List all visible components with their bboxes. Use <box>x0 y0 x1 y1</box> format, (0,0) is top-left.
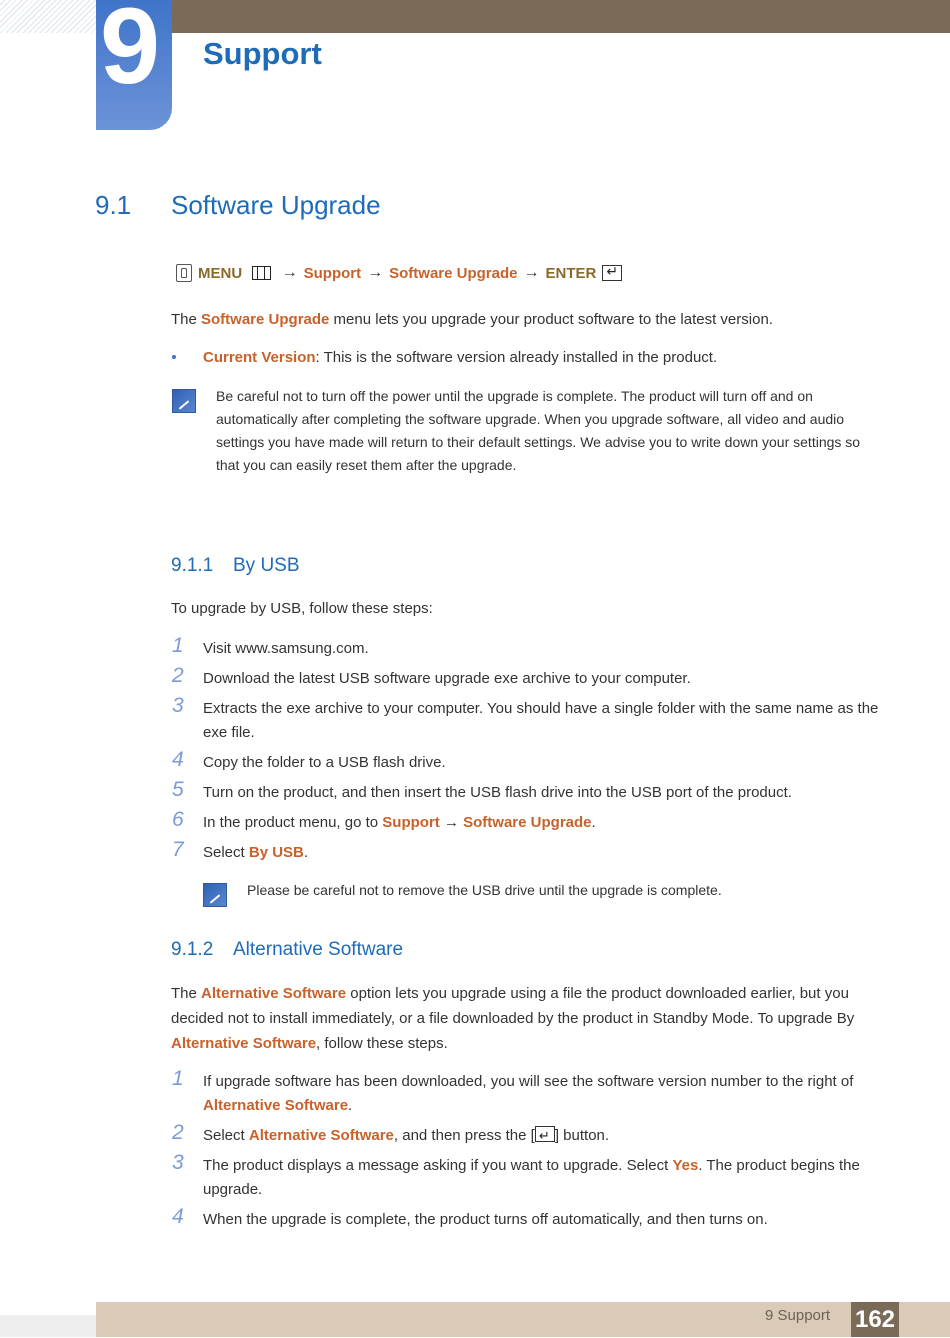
menu-path <box>176 264 622 282</box>
chapter-title: Support <box>203 36 322 71</box>
enter-icon <box>535 1126 555 1142</box>
alt-intro <box>171 981 883 1056</box>
intro-text: The <box>171 985 202 1002</box>
step-text: . <box>303 844 309 861</box>
step-highlight: Alternative Software <box>203 1097 349 1114</box>
bullet-text: : This is the software version already installed in the product. <box>315 349 718 366</box>
subsection-number: 9.1.1 <box>171 555 214 576</box>
note-text: Be careful not to turn off the power until the upgrade is complete. The product will turn off and on automatically after completing the software upgrade. When you upgrade software, all video and audio settings you have made will return to their default settings. We advise you to write down your settings so that you can easily reset them after the upgrade. <box>216 388 861 473</box>
step-number: 6 <box>172 808 184 831</box>
step-number: 2 <box>172 664 184 687</box>
section-intro <box>171 307 891 332</box>
step-text: ] button. <box>554 1127 610 1144</box>
subsection-title: Alternative Software <box>233 939 404 960</box>
top-bar <box>96 0 950 33</box>
step-highlight: Alternative Software <box>248 1127 394 1144</box>
step-text: . The product begins the upgrade. <box>203 1157 860 1198</box>
step-highlight: Software Upgrade <box>463 814 592 831</box>
remote-hand-icon <box>176 264 192 282</box>
usb-note: Please be careful not to remove the USB drive until the upgrade is complete. <box>247 882 722 898</box>
intro-text: option lets you upgrade using a file the product downloaded earlier, but you decided not to install immediately, or a file downloaded by the product in Standby Mode. To upgrade By <box>171 985 855 1027</box>
arrow-icon: → <box>443 814 459 831</box>
intro-highlight: Alternative Software <box>201 985 347 1002</box>
menu-label: MENU <box>198 264 243 282</box>
step-text: In the product menu, go to <box>203 814 383 831</box>
step-text: Turn on the product, and then insert the USB flash drive into the USB port of the product. <box>203 784 792 801</box>
list-item <box>172 1151 892 1208</box>
arrow-icon: → <box>523 264 540 281</box>
section-number: 9.1 <box>95 190 132 220</box>
step-number: 2 <box>172 1121 184 1144</box>
list-item <box>172 808 892 841</box>
bullet-dot <box>172 355 176 359</box>
step-text: . <box>591 814 596 831</box>
note-icon <box>172 389 196 413</box>
step-text: Select <box>203 1127 249 1144</box>
step-highlight: Support <box>382 814 440 831</box>
step-text: Visit www.samsung.com. <box>203 640 369 657</box>
intro-text: menu lets you upgrade your product software to the latest version. <box>329 311 773 328</box>
page-number: 162 <box>851 1302 899 1337</box>
note-icon <box>203 883 227 907</box>
bullet-current-version <box>203 345 893 370</box>
subsection-heading <box>171 939 403 961</box>
step-text: . <box>348 1097 353 1114</box>
step-number: 7 <box>172 838 184 861</box>
section-title: Software Upgrade <box>171 190 381 220</box>
bullet-term: Current Version <box>203 349 316 366</box>
arrow-icon: → <box>277 264 298 281</box>
footer-label: 9 Support <box>765 1307 831 1324</box>
step-text: The product displays a message asking if you want to upgrade. Select <box>203 1157 673 1174</box>
list-item <box>172 838 892 871</box>
arrow-icon: → <box>367 264 384 281</box>
intro-highlight: Alternative Software <box>171 1035 317 1052</box>
enter-icon <box>602 265 622 281</box>
step-number: 1 <box>172 1067 184 1090</box>
intro-highlight: Software Upgrade <box>201 311 330 328</box>
intro-text: , follow these steps. <box>316 1035 448 1052</box>
alt-steps <box>172 1067 892 1238</box>
step-number: 1 <box>172 634 184 657</box>
step-number: 3 <box>172 694 184 717</box>
step-number: 4 <box>172 1205 184 1228</box>
intro-text: The <box>171 311 202 328</box>
list-item <box>172 694 892 751</box>
step-highlight: Yes <box>672 1157 699 1174</box>
usb-steps <box>172 634 892 871</box>
step-text: Download the latest USB software upgrade exe archive to your computer. <box>203 670 691 687</box>
list-item <box>172 1205 892 1238</box>
chapter-number: 9 <box>100 0 161 106</box>
subsection-heading <box>171 555 300 577</box>
step-number: 4 <box>172 748 184 771</box>
step-highlight: By USB <box>248 844 304 861</box>
menu-enter: ENTER <box>545 264 597 282</box>
usb-intro: To upgrade by USB, follow these steps: <box>171 600 433 617</box>
list-item <box>172 1067 892 1124</box>
list-item <box>172 778 892 811</box>
list-item <box>172 634 892 667</box>
step-number: 5 <box>172 778 184 801</box>
subsection-number: 9.1.2 <box>171 939 214 960</box>
step-number: 3 <box>172 1151 184 1174</box>
step-text: , and then press the [ <box>393 1127 535 1144</box>
list-item <box>172 1121 892 1154</box>
menu-software-upgrade: Software Upgrade <box>389 264 518 282</box>
step-text: Select <box>203 844 249 861</box>
step-text: Extracts the exe archive to your computer. You should have a single folder with the same name as the exe file. <box>203 700 879 741</box>
step-text: Copy the folder to a USB flash drive. <box>203 754 446 771</box>
step-text: If upgrade software has been downloaded, you will see the software version number to the right of <box>203 1073 854 1090</box>
chapter-tab <box>96 0 172 130</box>
footer-left-bar <box>0 1315 96 1337</box>
list-item <box>172 748 892 781</box>
subsection-title: By USB <box>233 555 300 576</box>
menu-icon <box>252 266 271 280</box>
section-heading <box>95 190 381 221</box>
step-text: When the upgrade is complete, the product turns off automatically, and then turns on. <box>203 1211 768 1228</box>
list-item <box>172 664 892 697</box>
menu-support: Support <box>303 264 362 282</box>
corner-hatch <box>0 0 96 33</box>
